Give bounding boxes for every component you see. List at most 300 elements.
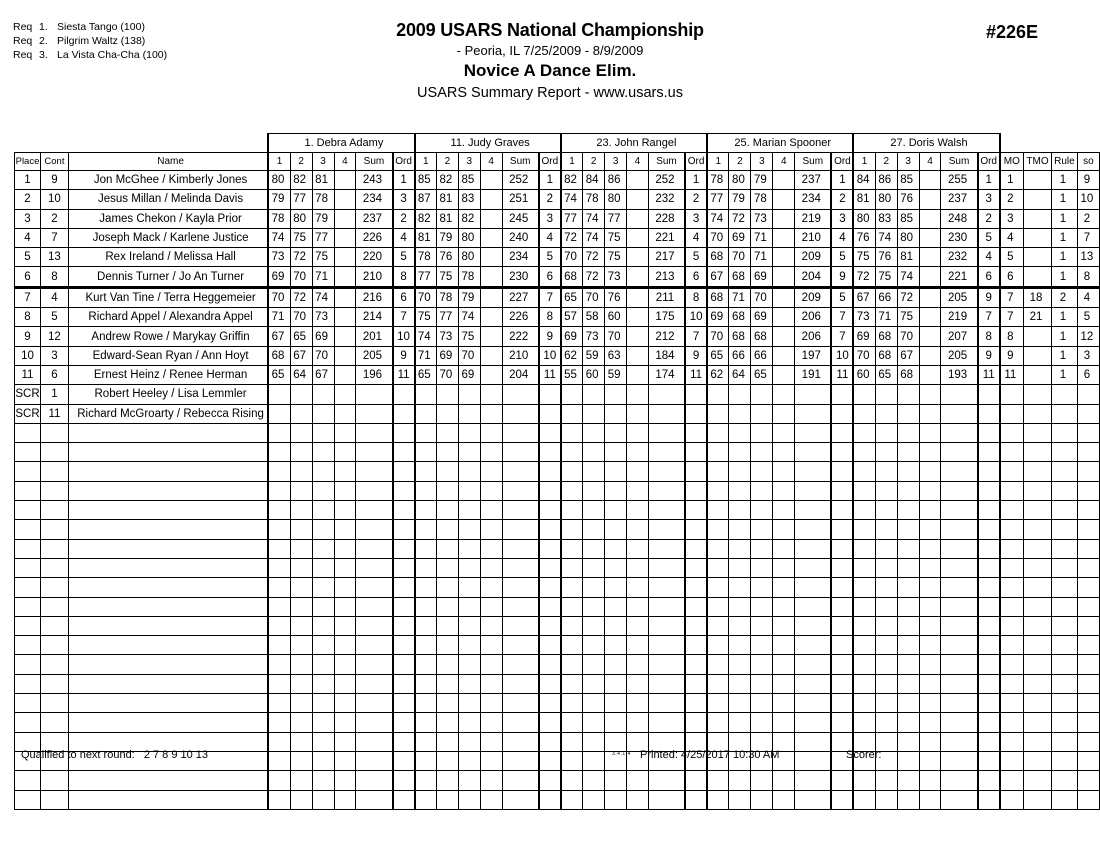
cell-so (1077, 713, 1099, 732)
cell-judge-1-score-1 (268, 385, 290, 404)
empty-row[interactable] (15, 597, 1100, 616)
cell-judge-4-score-1 (707, 443, 729, 462)
cell-judge-4-sum: 237 (795, 171, 832, 190)
cell-judge-2-sum: 226 (502, 308, 539, 327)
cell-judge-2-score-2 (436, 790, 458, 809)
cell-judge-4-score-2: 71 (729, 287, 751, 307)
cell-name (68, 713, 268, 732)
cell-rule (1051, 655, 1077, 674)
cell-judge-1-score-4 (334, 308, 356, 327)
cell-judge-1-score-1 (268, 443, 290, 462)
cell-judge-1-score-2: 82 (290, 171, 312, 190)
cell-judge-2-score-4 (480, 327, 502, 346)
cell-judge-1-sum (356, 558, 393, 577)
cell-judge-5-score-4 (919, 228, 941, 247)
cell-rule (1051, 713, 1077, 732)
cell-judge-1-score-3 (312, 539, 334, 558)
cell-judge-3-score-1: 65 (561, 287, 583, 307)
empty-row[interactable] (15, 674, 1100, 693)
cell-judge-4-score-4 (773, 327, 795, 346)
cell-judge-5-score-2: 65 (875, 365, 897, 384)
cell-judge-5-score-3 (897, 674, 919, 693)
cell-judge-3-score-3 (605, 694, 627, 713)
col-header-judge-3-2: 2 (583, 153, 605, 171)
cell-judge-5-score-2 (875, 462, 897, 481)
col-header-judge-2-2: 2 (436, 153, 458, 171)
cell-judge-2-score-4 (480, 385, 502, 404)
cell-judge-5-sum: 232 (941, 248, 978, 267)
cell-judge-4-sum (795, 481, 832, 500)
cell-place (15, 655, 41, 674)
empty-row[interactable] (15, 771, 1100, 790)
cell-judge-4-score-3 (751, 539, 773, 558)
cell-judge-1-score-1: 69 (268, 267, 290, 287)
cell-rule (1051, 578, 1077, 597)
cell-judge-3-score-2 (583, 558, 605, 577)
empty-row[interactable] (15, 790, 1100, 809)
cell-judge-2-score-4 (480, 501, 502, 520)
cell-judge-3-score-2: 72 (583, 267, 605, 287)
table-row[interactable] (15, 190, 1100, 209)
cell-judge-4-score-4 (773, 578, 795, 597)
cell-judge-3-score-1: 70 (561, 248, 583, 267)
cell-judge-2-score-1: 65 (415, 365, 437, 384)
cell-judge-1-score-1: 78 (268, 209, 290, 228)
cell-judge-4-score-1: 67 (707, 267, 729, 287)
cell-judge-5-score-4 (919, 462, 941, 481)
cell-cont (40, 501, 68, 520)
cell-judge-1-score-3 (312, 578, 334, 597)
event-name: Novice A Dance Elim. (463, 61, 637, 80)
cell-judge-2-score-3 (458, 771, 480, 790)
cell-judge-3-score-2: 58 (583, 308, 605, 327)
cell-judge-2-ord (539, 578, 561, 597)
cell-place: 6 (15, 267, 41, 287)
cell-judge-5-sum (941, 539, 978, 558)
cell-judge-2-score-2 (436, 423, 458, 442)
cell-judge-4-sum: 206 (795, 327, 832, 346)
cell-mo: 11 (1000, 365, 1024, 384)
cell-judge-2-score-3: 80 (458, 248, 480, 267)
cell-judge-3-ord: 10 (685, 308, 707, 327)
cell-judge-5-score-4 (919, 694, 941, 713)
cell-judge-2-score-4 (480, 636, 502, 655)
col-header-cont: Cont (40, 153, 68, 171)
cell-judge-4-sum (795, 520, 832, 539)
cell-judge-1-sum: 196 (356, 365, 393, 384)
table-row[interactable] (15, 404, 1100, 423)
cell-judge-3-score-1 (561, 520, 583, 539)
cell-mo (1000, 462, 1024, 481)
cell-judge-5-ord (978, 616, 1000, 635)
cell-judge-3-score-3 (605, 539, 627, 558)
cell-judge-2-sum: 252 (502, 171, 539, 190)
cell-mo: 1 (1000, 171, 1024, 190)
empty-row[interactable] (15, 481, 1100, 500)
cell-cont: 5 (40, 308, 68, 327)
cell-judge-2-score-2 (436, 501, 458, 520)
cell-judge-3-score-2: 78 (583, 190, 605, 209)
cell-judge-4-sum (795, 558, 832, 577)
cell-judge-1-score-1 (268, 636, 290, 655)
cell-judge-3-score-4 (627, 597, 649, 616)
cell-judge-1-sum (356, 694, 393, 713)
cell-judge-1-sum (356, 771, 393, 790)
cell-judge-1-sum (356, 616, 393, 635)
cell-judge-1-ord (393, 501, 415, 520)
cell-rule (1051, 462, 1077, 481)
cell-judge-4-score-1 (707, 790, 729, 809)
cell-judge-2-score-3 (458, 674, 480, 693)
table-row[interactable] (15, 248, 1100, 267)
cell-judge-3-score-3: 75 (605, 248, 627, 267)
cell-judge-1-score-1 (268, 790, 290, 809)
cell-judge-1-score-3: 79 (312, 209, 334, 228)
cell-judge-2-score-4 (480, 346, 502, 365)
requirement-label: Req (13, 35, 33, 47)
cell-judge-3-score-1: 62 (561, 346, 583, 365)
cell-judge-4-score-3 (751, 385, 773, 404)
cell-judge-3-sum (648, 539, 685, 558)
cell-cont (40, 481, 68, 500)
cell-judge-4-score-1: 68 (707, 248, 729, 267)
cell-judge-4-sum: 234 (795, 190, 832, 209)
cell-judge-1-ord: 8 (393, 267, 415, 287)
table-row[interactable] (15, 346, 1100, 365)
cell-judge-4-score-4 (773, 228, 795, 247)
cell-judge-1-sum: 234 (356, 190, 393, 209)
cell-judge-2-score-1 (415, 539, 437, 558)
cell-judge-5-score-3 (897, 520, 919, 539)
qualified-line (21, 749, 208, 761)
cell-judge-4-ord (831, 423, 853, 442)
cell-judge-2-sum: 204 (502, 365, 539, 384)
cell-judge-2-score-1 (415, 558, 437, 577)
cell-judge-2-ord (539, 501, 561, 520)
cell-mo (1000, 423, 1024, 442)
cell-judge-1-score-4 (334, 404, 356, 423)
empty-row[interactable] (15, 423, 1100, 442)
cell-judge-3-score-2 (583, 674, 605, 693)
page-title: 2009 USARS National Championship (396, 20, 704, 40)
cell-judge-1-sum (356, 713, 393, 732)
cell-rule: 1 (1051, 346, 1077, 365)
cell-rule: 2 (1051, 287, 1077, 307)
cell-judge-2-sum (502, 558, 539, 577)
table-row[interactable] (15, 308, 1100, 327)
cell-name (68, 520, 268, 539)
cell-judge-3-ord (685, 462, 707, 481)
cell-judge-2-ord (539, 597, 561, 616)
cell-judge-4-score-3: 68 (751, 327, 773, 346)
cell-judge-5-ord (978, 558, 1000, 577)
cell-judge-3-score-1: 57 (561, 308, 583, 327)
cell-judge-3-ord (685, 694, 707, 713)
cell-judge-1-score-3 (312, 385, 334, 404)
cell-place (15, 423, 41, 442)
cell-judge-1-ord: 2 (393, 209, 415, 228)
cell-judge-2-ord (539, 520, 561, 539)
cell-judge-4-score-3 (751, 481, 773, 500)
cell-judge-3-score-2 (583, 404, 605, 423)
cell-judge-5-score-2: 83 (875, 209, 897, 228)
table-row[interactable] (15, 287, 1100, 307)
table-row[interactable] (15, 267, 1100, 287)
spacer-cell (15, 134, 269, 153)
cell-judge-2-sum (502, 539, 539, 558)
cell-judge-4-ord (831, 578, 853, 597)
cell-judge-4-score-4 (773, 209, 795, 228)
cell-judge-5-score-2: 66 (875, 287, 897, 307)
cell-so: 9 (1077, 171, 1099, 190)
cell-judge-4-score-1: 69 (707, 308, 729, 327)
cell-judge-4-ord: 3 (831, 209, 853, 228)
cell-judge-3-ord (685, 790, 707, 809)
cell-judge-5-score-4 (919, 790, 941, 809)
col-header-judge-1-4: 4 (334, 153, 356, 171)
printed-timestamp: Printed: 4/25/2017 10:30 AM (640, 749, 780, 761)
cell-judge-1-ord: 11 (393, 365, 415, 384)
cell-judge-3-score-4 (627, 228, 649, 247)
cell-judge-4-score-1 (707, 616, 729, 635)
table-row[interactable] (15, 385, 1100, 404)
cell-rule (1051, 481, 1077, 500)
cell-judge-4-score-4 (773, 443, 795, 462)
cell-judge-1-ord (393, 385, 415, 404)
cell-judge-5-score-1: 75 (853, 248, 875, 267)
cell-judge-5-score-4 (919, 287, 941, 307)
cell-judge-1-score-4 (334, 578, 356, 597)
cell-cont (40, 771, 68, 790)
cell-judge-3-score-4 (627, 674, 649, 693)
cell-cont (40, 674, 68, 693)
cell-tmo (1024, 462, 1052, 481)
cell-judge-5-ord (978, 597, 1000, 616)
cell-judge-4-ord: 7 (831, 308, 853, 327)
cell-judge-3-ord (685, 771, 707, 790)
table-row[interactable] (15, 209, 1100, 228)
cell-so: 7 (1077, 228, 1099, 247)
cell-judge-4-score-2 (729, 481, 751, 500)
requirement-text: La Vista Cha-Cha (100) (57, 49, 168, 61)
cell-judge-1-score-3 (312, 713, 334, 732)
cell-judge-2-score-3 (458, 790, 480, 809)
empty-row[interactable] (15, 539, 1100, 558)
col-header-judge-2-ord: Ord (539, 153, 561, 171)
cell-judge-3-score-1 (561, 443, 583, 462)
cell-judge-1-score-2 (290, 674, 312, 693)
empty-row[interactable] (15, 636, 1100, 655)
cell-judge-5-sum (941, 501, 978, 520)
cell-judge-1-score-4 (334, 327, 356, 346)
cell-judge-3-score-4 (627, 790, 649, 809)
cell-judge-2-score-3: 82 (458, 209, 480, 228)
cell-judge-2-score-1 (415, 520, 437, 539)
cell-judge-5-score-4 (919, 209, 941, 228)
cell-judge-2-sum: 240 (502, 228, 539, 247)
cell-judge-2-ord: 4 (539, 228, 561, 247)
cell-judge-1-score-2 (290, 771, 312, 790)
cell-so (1077, 655, 1099, 674)
cell-judge-4-score-1 (707, 694, 729, 713)
cell-judge-4-score-1: 70 (707, 327, 729, 346)
cell-tmo (1024, 248, 1052, 267)
cell-judge-5-score-3: 70 (897, 327, 919, 346)
cell-judge-5-score-1 (853, 501, 875, 520)
col-header-judge-2-1: 1 (415, 153, 437, 171)
cell-judge-3-score-3: 80 (605, 190, 627, 209)
judge-name-header: 11. Judy Graves (415, 134, 561, 153)
cell-so: 5 (1077, 308, 1099, 327)
empty-row[interactable] (15, 501, 1100, 520)
cell-judge-3-sum (648, 481, 685, 500)
requirement-number: 1. (39, 21, 48, 33)
cell-judge-5-score-2 (875, 694, 897, 713)
cell-judge-5-score-4 (919, 597, 941, 616)
cell-cont: 8 (40, 267, 68, 287)
cell-judge-5-score-4 (919, 558, 941, 577)
empty-row[interactable] (15, 462, 1100, 481)
cell-judge-4-score-4 (773, 171, 795, 190)
cell-judge-1-score-1: 74 (268, 228, 290, 247)
cell-judge-2-score-3 (458, 539, 480, 558)
cell-rule: 1 (1051, 171, 1077, 190)
cell-judge-4-sum: 210 (795, 228, 832, 247)
cell-judge-2-score-2: 73 (436, 327, 458, 346)
cell-mo (1000, 713, 1024, 732)
cell-so (1077, 385, 1099, 404)
cell-tmo (1024, 443, 1052, 462)
cell-judge-4-score-4 (773, 248, 795, 267)
cell-judge-5-sum (941, 423, 978, 442)
cell-judge-5-sum (941, 578, 978, 597)
cell-judge-4-sum (795, 694, 832, 713)
cell-judge-5-score-1 (853, 694, 875, 713)
cell-tmo (1024, 346, 1052, 365)
cell-judge-2-score-1 (415, 616, 437, 635)
cell-judge-4-score-3: 71 (751, 248, 773, 267)
cell-judge-2-ord (539, 404, 561, 423)
cell-judge-2-score-1: 87 (415, 190, 437, 209)
cell-judge-4-ord (831, 481, 853, 500)
cell-judge-5-score-4 (919, 385, 941, 404)
cell-judge-2-ord (539, 694, 561, 713)
cell-judge-2-ord: 11 (539, 365, 561, 384)
cell-judge-3-score-3: 70 (605, 327, 627, 346)
empty-row[interactable] (15, 558, 1100, 577)
empty-row[interactable] (15, 655, 1100, 674)
cell-judge-1-score-4 (334, 228, 356, 247)
cell-judge-1-score-3 (312, 790, 334, 809)
col-header-judge-1-2: 2 (290, 153, 312, 171)
cell-judge-2-score-4 (480, 287, 502, 307)
cell-judge-1-ord: 1 (393, 171, 415, 190)
cell-judge-2-ord (539, 771, 561, 790)
cell-judge-1-ord (393, 694, 415, 713)
cell-judge-1-score-4 (334, 539, 356, 558)
cell-judge-4-score-1: 65 (707, 346, 729, 365)
cell-judge-5-score-1 (853, 423, 875, 442)
cell-judge-2-score-4 (480, 171, 502, 190)
empty-row[interactable] (15, 578, 1100, 597)
cell-cont: 1 (40, 385, 68, 404)
empty-row[interactable] (15, 520, 1100, 539)
cell-judge-1-ord (393, 597, 415, 616)
cell-judge-3-score-1: 74 (561, 190, 583, 209)
cell-name (68, 694, 268, 713)
cell-judge-2-score-2: 79 (436, 228, 458, 247)
cell-judge-1-ord (393, 713, 415, 732)
requirement-number: 2. (39, 35, 48, 47)
cell-judge-2-sum: 210 (502, 346, 539, 365)
cell-judge-1-score-3 (312, 771, 334, 790)
cell-judge-1-ord: 7 (393, 308, 415, 327)
cell-name: Ernest Heinz / Renee Herman (68, 365, 268, 384)
cell-place: SCR (15, 404, 41, 423)
cell-mo (1000, 404, 1024, 423)
cell-judge-2-sum (502, 385, 539, 404)
col-header-judge-4-3: 3 (751, 153, 773, 171)
cell-so (1077, 616, 1099, 635)
table-row[interactable] (15, 228, 1100, 247)
table-row[interactable] (15, 365, 1100, 384)
cell-judge-1-score-4 (334, 462, 356, 481)
cell-judge-5-score-4 (919, 423, 941, 442)
cell-so (1077, 771, 1099, 790)
cell-judge-4-score-4 (773, 346, 795, 365)
cell-judge-4-score-2: 64 (729, 365, 751, 384)
event-code: #226E (985, 22, 1038, 42)
cell-judge-4-score-4 (773, 636, 795, 655)
cell-tmo (1024, 481, 1052, 500)
cell-judge-5-score-3: 68 (897, 365, 919, 384)
cell-judge-1-ord: 6 (393, 287, 415, 307)
cell-so (1077, 558, 1099, 577)
table-row[interactable] (15, 327, 1100, 346)
cell-judge-3-score-2 (583, 790, 605, 809)
col-header-judge-4-sum: Sum (795, 153, 832, 171)
cell-judge-4-score-2: 72 (729, 209, 751, 228)
cell-judge-5-score-4 (919, 578, 941, 597)
cell-judge-5-score-3 (897, 501, 919, 520)
empty-row[interactable] (15, 694, 1100, 713)
cell-mo (1000, 694, 1024, 713)
col-header-judge-3-3: 3 (605, 153, 627, 171)
cell-judge-3-score-3 (605, 501, 627, 520)
cell-judge-4-sum (795, 443, 832, 462)
cell-place: 8 (15, 308, 41, 327)
empty-row[interactable] (15, 443, 1100, 462)
cell-rule: 1 (1051, 308, 1077, 327)
cell-cont (40, 790, 68, 809)
col-header-judge-3-sum: Sum (648, 153, 685, 171)
cell-judge-2-sum: 245 (502, 209, 539, 228)
cell-judge-1-score-2 (290, 385, 312, 404)
cell-judge-3-score-3 (605, 597, 627, 616)
cell-name (68, 636, 268, 655)
cell-judge-3-score-4 (627, 694, 649, 713)
table-row[interactable] (15, 171, 1100, 190)
cell-judge-1-score-3: 81 (312, 171, 334, 190)
cell-judge-1-score-4 (334, 674, 356, 693)
empty-row[interactable] (15, 713, 1100, 732)
cell-judge-5-sum: 205 (941, 346, 978, 365)
cell-judge-2-score-2: 75 (436, 267, 458, 287)
empty-row[interactable] (15, 616, 1100, 635)
cell-judge-1-score-3 (312, 694, 334, 713)
cell-judge-4-score-2 (729, 655, 751, 674)
cell-judge-1-ord (393, 404, 415, 423)
